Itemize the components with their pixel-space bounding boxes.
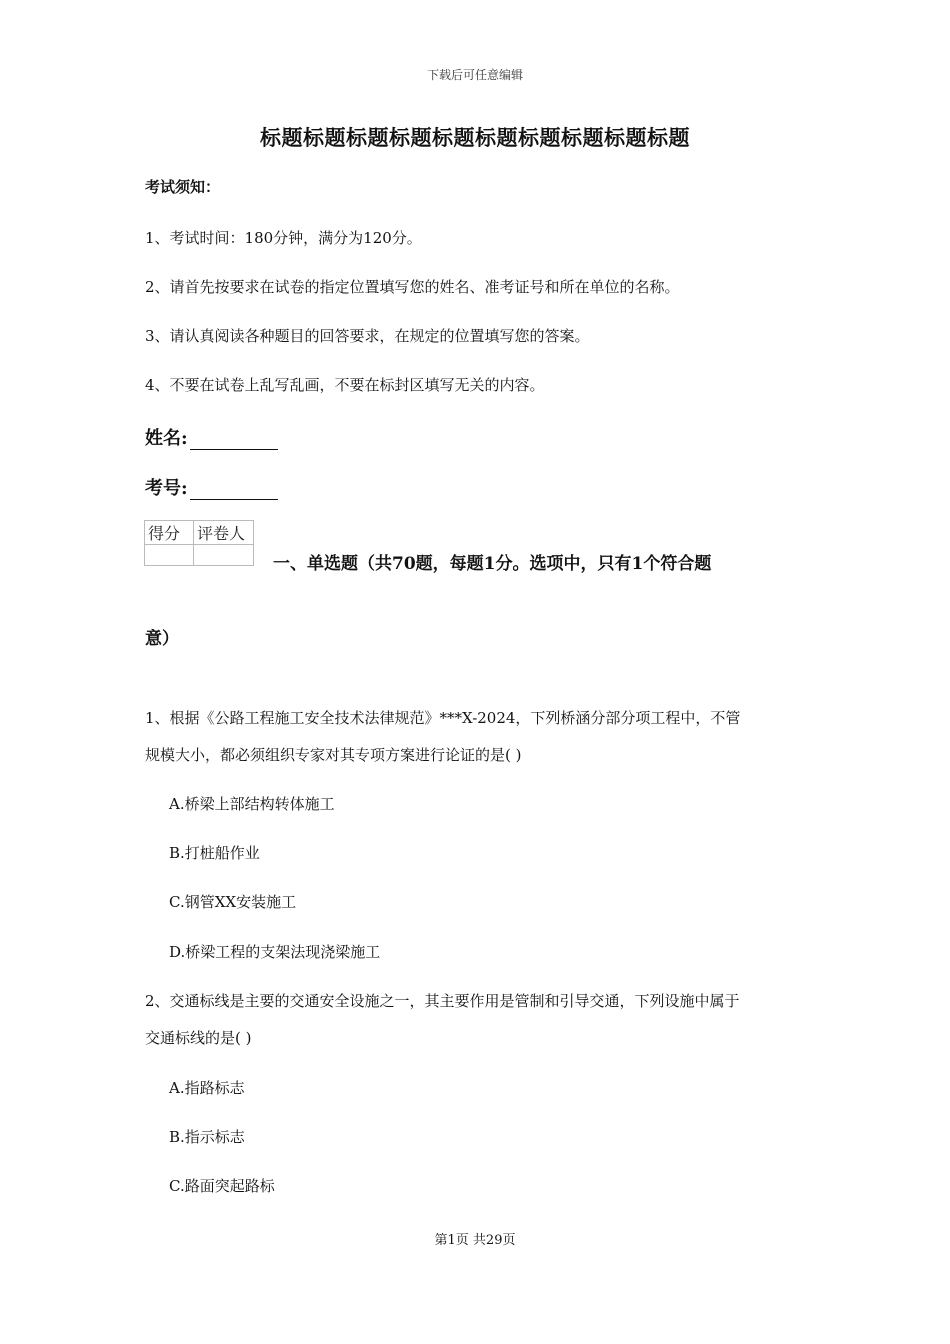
option-a[interactable]: A.桥梁上部结构转体施工	[169, 795, 335, 813]
name-blank-line[interactable]	[190, 431, 278, 450]
name-field	[145, 424, 278, 450]
grader-cell[interactable]	[194, 545, 254, 566]
notice-item: 1、考试时间：180分钟，满分为120分。	[145, 229, 422, 247]
option-d[interactable]: D.桥梁工程的支架法现浇梁施工	[169, 943, 381, 961]
id-label: 考号:	[145, 478, 188, 499]
grader-header: 评卷人	[194, 521, 254, 545]
score-cell[interactable]	[145, 545, 194, 566]
page-number: 第1页 共29页	[434, 1233, 516, 1248]
id-field	[145, 474, 278, 500]
section-title: 一、单选题（共70题，每题1分。选项中，只有1个符合题	[273, 554, 712, 574]
option-b[interactable]: B.打桩船作业	[169, 844, 260, 862]
question-stem: 规模大小，都必须组织专家对其专项方案进行论证的是( )	[145, 746, 522, 764]
name-label: 姓名:	[145, 428, 188, 449]
score-header: 得分	[145, 521, 194, 545]
option-c[interactable]: C.钢管XX安装施工	[169, 893, 297, 911]
section-title-continued: 意）	[145, 629, 179, 649]
document-title: 标题标题标题标题标题标题标题标题标题标题	[260, 125, 690, 150]
notice-item: 3、请认真阅读各种题目的回答要求，在规定的位置填写您的答案。	[145, 327, 590, 345]
id-blank-line[interactable]	[190, 481, 278, 500]
option-c[interactable]: C.路面突起路标	[169, 1177, 275, 1195]
option-a[interactable]: A.指路标志	[169, 1079, 245, 1097]
notice-item: 4、不要在试卷上乱写乱画，不要在标封区填写无关的内容。	[145, 376, 545, 394]
notice-heading: 考试须知：	[145, 178, 221, 196]
question-stem: 交通标线的是( )	[145, 1029, 252, 1047]
question-stem: 2、交通标线是主要的交通安全设施之一，其主要作用是管制和引导交通，下列设施中属于	[145, 992, 740, 1010]
notice-item: 2、请首先按要求在试卷的指定位置填写您的姓名、准考证号和所在单位的名称。	[145, 278, 680, 296]
header-note: 下载后可任意编辑	[426, 68, 523, 82]
option-b[interactable]: B.指示标志	[169, 1128, 245, 1146]
question-stem: 1、根据《公路工程施工安全技术法律规范》***X-2024，下列桥涵分部分项工程中，不管	[145, 709, 741, 727]
score-box	[144, 520, 254, 566]
